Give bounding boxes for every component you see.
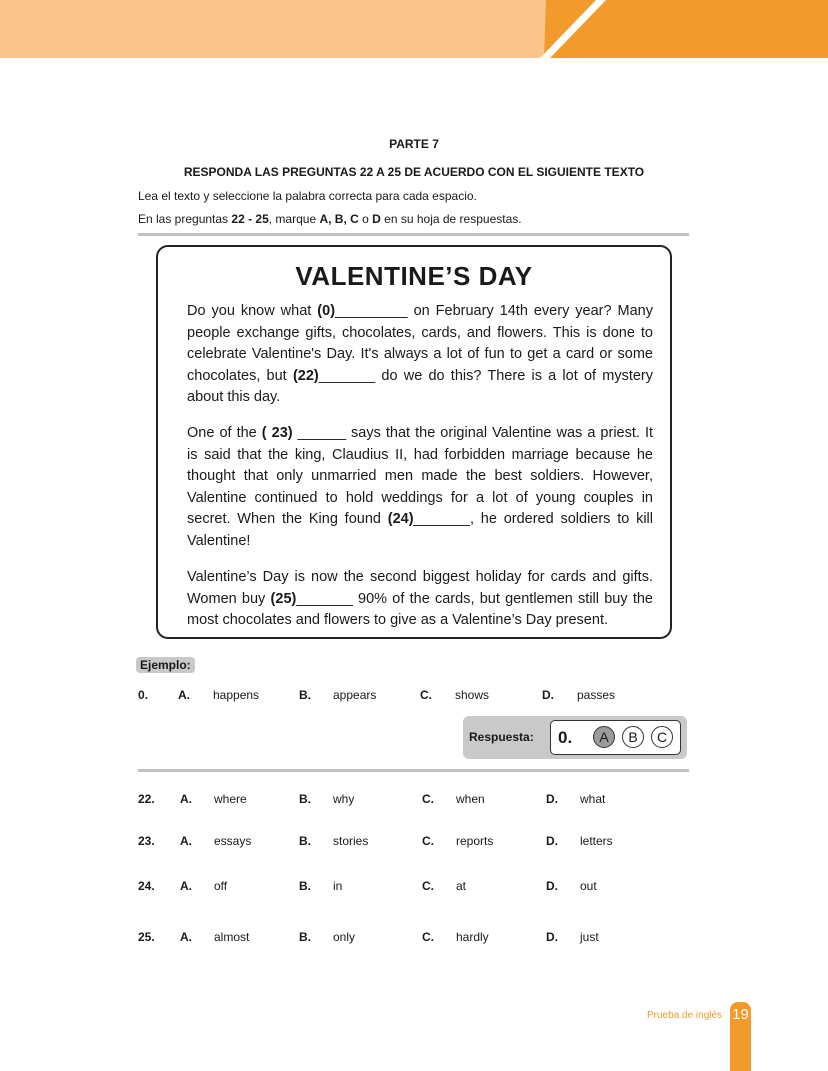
option-text: stories bbox=[333, 834, 369, 848]
paragraph-2: One of the ( 23) ______ says that the original Valentine was a priest. It is said that the king, Claudius II, had forbidden marriage because he thought that only unmarried men made the best soldiers. However, Valentine continued to hold weddings for a lot of young couples in secret. When the King found (24)_______, he ordered soldiers to kill Valentine! bbox=[187, 425, 653, 549]
footer-label: Prueba de inglés bbox=[647, 1010, 723, 1021]
option-letter: A. bbox=[180, 879, 192, 893]
option-letter: C. bbox=[422, 834, 434, 848]
option-letter: C. bbox=[420, 688, 432, 702]
option-text: shows bbox=[455, 688, 490, 702]
option-letter: C. bbox=[422, 879, 434, 893]
question-row-23 bbox=[0, 834, 828, 852]
question-number: 23. bbox=[138, 834, 155, 848]
question-number: 0. bbox=[138, 688, 149, 702]
option-text: passes bbox=[577, 688, 616, 702]
option-text: happens bbox=[213, 688, 260, 702]
answer-bubble-a: A bbox=[593, 726, 615, 748]
instructions-line-2: En las preguntas 22 - 25, marque A, B, C o D en su hoja de respuestas. bbox=[138, 212, 522, 226]
option-letter: D. bbox=[546, 834, 558, 848]
option-letter: B. bbox=[299, 930, 311, 944]
question-number: 24. bbox=[138, 879, 155, 893]
option-text: almost bbox=[214, 930, 250, 944]
example-label: Ejemplo: bbox=[136, 657, 195, 673]
option-letter: A. bbox=[178, 688, 190, 702]
answer-example-box bbox=[463, 716, 687, 759]
option-text: in bbox=[333, 879, 343, 893]
option-text: essays bbox=[214, 834, 252, 848]
option-letter: B. bbox=[299, 792, 311, 806]
option-letter: D. bbox=[542, 688, 554, 702]
answer-bubble-b: B bbox=[622, 726, 644, 748]
option-letter: D. bbox=[546, 879, 558, 893]
page-number-tab bbox=[730, 1002, 751, 1071]
reading-text-box bbox=[156, 245, 672, 639]
question-number: 22. bbox=[138, 792, 155, 806]
option-letter: A. bbox=[180, 930, 192, 944]
question-row-24 bbox=[0, 879, 828, 897]
part-title: PARTE 7 bbox=[389, 137, 439, 151]
question-number: 25. bbox=[138, 930, 155, 944]
option-letter: A. bbox=[180, 792, 192, 806]
option-letter: A. bbox=[180, 834, 192, 848]
option-letter: C. bbox=[422, 930, 434, 944]
option-text: where bbox=[214, 792, 247, 806]
answer-number: 0. bbox=[558, 728, 573, 747]
answer-label: Respuesta: bbox=[469, 730, 534, 744]
option-text: what bbox=[580, 792, 606, 806]
question-row-25 bbox=[0, 930, 828, 948]
option-text: at bbox=[456, 879, 467, 893]
option-text: reports bbox=[456, 834, 494, 848]
option-text: when bbox=[456, 792, 485, 806]
option-text: letters bbox=[580, 834, 613, 848]
option-letter: D. bbox=[546, 792, 558, 806]
page-number: 19 bbox=[732, 1006, 749, 1023]
option-text: hardly bbox=[456, 930, 489, 944]
option-letter: B. bbox=[299, 834, 311, 848]
option-text: why bbox=[333, 792, 355, 806]
reading-title: VALENTINE’S DAY bbox=[295, 261, 533, 291]
answer-bubble-c: C bbox=[651, 726, 673, 748]
option-text: just bbox=[580, 930, 599, 944]
option-letter: D. bbox=[546, 930, 558, 944]
instructions-heading: RESPONDA LAS PREGUNTAS 22 A 25 DE ACUERDO CON EL SIGUIENTE TEXTO bbox=[183, 165, 645, 179]
option-letter: C. bbox=[422, 792, 434, 806]
question-row-22 bbox=[0, 792, 828, 810]
answer-sheet-sample bbox=[550, 720, 681, 755]
example-question-row bbox=[0, 688, 828, 706]
option-letter: B. bbox=[299, 688, 311, 702]
option-text: out bbox=[580, 879, 597, 893]
divider-middle bbox=[138, 769, 689, 772]
option-text: off bbox=[214, 879, 228, 893]
paragraph-1: Do you know what (0)_________ on February 14th every year? Many people exchange gifts, chocolates, cards, and flowers. This is done to celebrate Valentine's Day. It's always a lot of fun to get a card or some chocolates, but (22)_______ do we do this? There is a lot of mystery about this day. bbox=[187, 303, 653, 405]
instructions-line-1: Lea el texto y seleccione la palabra correcta para cada espacio. bbox=[138, 189, 477, 203]
option-text: only bbox=[333, 930, 356, 944]
divider-top bbox=[138, 233, 689, 236]
option-letter: B. bbox=[299, 879, 311, 893]
paragraph-3: Valentine’s Day is now the second biggest holiday for cards and gifts. Women buy (25)_______ 90% of the cards, but gentlemen still buy the most chocolates and flowers to give as a Valentine’s Day present. bbox=[187, 569, 653, 628]
option-text: appears bbox=[333, 688, 377, 702]
